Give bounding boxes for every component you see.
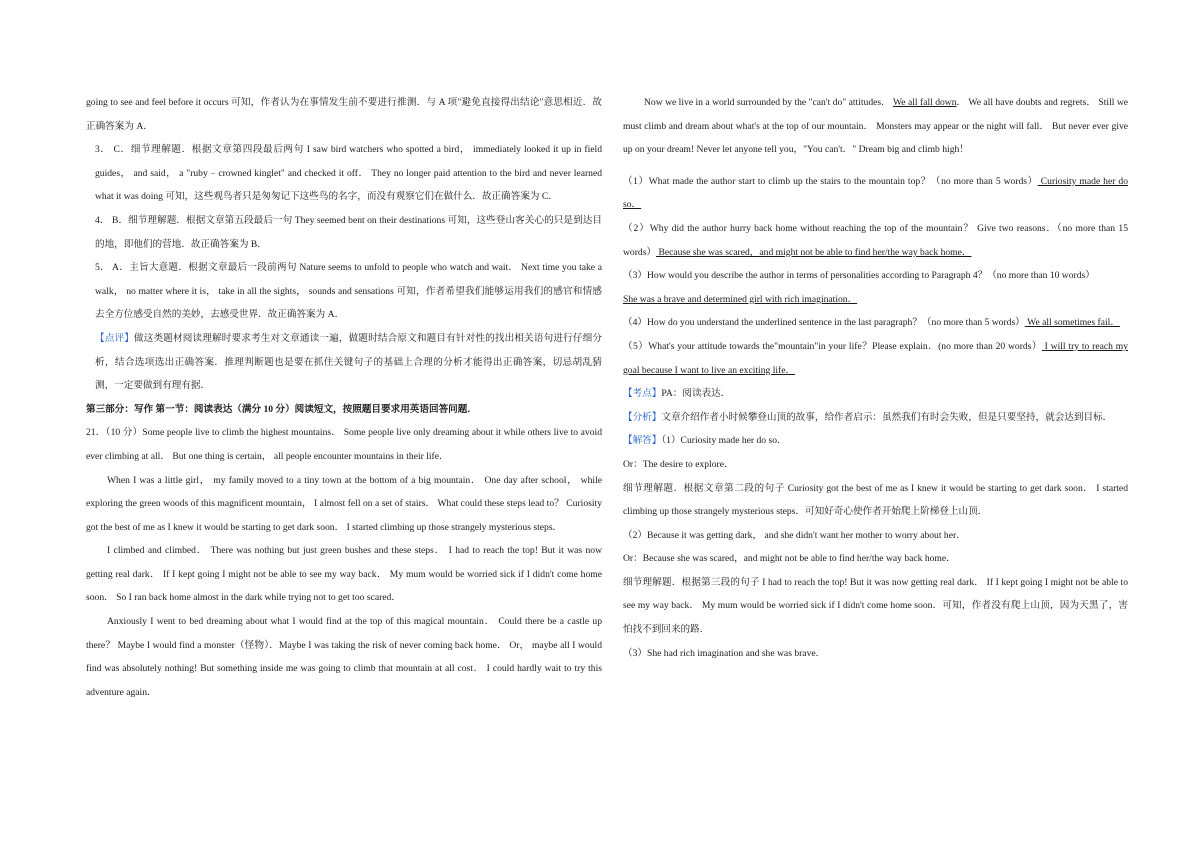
- answer-2-blank: Because she was scared，and might not be able to find her/the way back home．: [656, 246, 972, 258]
- explanation-1: 细节理解题．根据文章第二段的句子 Curiosity got the best of me as I knew it would be starting to get dark soon． I started climbing up those strangely mysterious steps．可知好奇心使作者开始爬上阶梯登上山顶．: [623, 482, 1128, 518]
- alternative-answer-1: Or：The desire to explore．: [623, 458, 734, 470]
- fenxi-block: [623, 406, 1128, 430]
- passage-paragraph-5: [623, 91, 1128, 162]
- kaodian-text: PA：阅读表达．: [661, 388, 731, 400]
- solution-3: （3）She had rich imagination and she was brave．: [623, 647, 826, 659]
- right-column: [623, 91, 1128, 665]
- question-4: [623, 311, 1128, 335]
- comment-tag: 【点评】: [95, 332, 135, 344]
- answer-3-blank: She was a brave and determined girl with rich imagination．: [623, 293, 858, 305]
- passage-paragraph-2: When I was a little girl， my family moved to a tiny town at the bottom of a big mountain． One day after school， while exploring the green woods of this magnificent mountain， I almost fell on a set of stairs． What could these steps lead to？ Curiosity got the best of me as I knew it would be starting to get dark soon． I started climbing up those strangely mysterious steps．: [86, 474, 602, 533]
- underlined-sentence: We all fall down: [893, 97, 957, 108]
- answer-4-blank: We all sometimes fail．: [1024, 317, 1120, 329]
- kaodian-block: [623, 382, 1128, 406]
- fenxi-tag: 【分析】: [623, 411, 662, 423]
- question-5-text: （5）What's your attitude towards the"mountain"in your life？Please explain．(no more than 20 words）: [623, 340, 1042, 352]
- question-1: [623, 170, 1128, 217]
- section-heading: 第三部分：写作 第一节：阅读表达（满分 10 分）阅读短文，按照题目要求用英语回答问题．: [86, 403, 477, 415]
- paragraph-5-start: Now we live in a world surrounded by the "can't do" attitudes．: [644, 97, 894, 108]
- jieda-block: [623, 429, 1128, 453]
- question-3-text: （3）How would you describe the author in terms of personalities according to Paragraph 4？（no more than 10 words）: [623, 270, 1095, 282]
- jieda-text: （1）Curiosity made her do so．: [661, 435, 787, 447]
- explanation-2: 细节理解题．根据第三段的句子 I had to reach the top! But it was now getting real dark． If I kept going I might not be able to see my way back． My mum would be worried sick if I didn't come home soon．可知，作者没有爬上山顶，因为天黑了，害怕找不到回来的路．: [623, 576, 1128, 636]
- answer-5-blank: I will try to reach my goal because I want to live an exciting life．: [623, 340, 1128, 376]
- question-3: [623, 264, 1128, 311]
- kaodian-tag: 【考点】: [623, 388, 662, 400]
- solution-2: （2）Because it was getting dark， and she didn't want her mother to worry about her．: [623, 529, 966, 541]
- passage-paragraph-3: I climbed and climbed． There was nothing but just green bushes and these steps． I had to reach the top! But it was now getting real dark． If I kept going I might not be able to see my way back． My mum would be worried sick if I didn't come home soon． So I ran back home almost in the dark while trying not to get too scared．: [86, 545, 602, 604]
- question-2-text: （2）Why did the author hurry back home without reaching the top of the mountain？ Give two reasons．（no more than 15 words）: [623, 222, 1128, 258]
- question-1-text: （1）What made the author start to climb up the stairs to the mountain top？（no more than 5 words）: [623, 175, 1038, 187]
- answer-5: 5． A．主旨大意题．根据文章最后一段前两句 Nature seems to unfold to people who watch and wait． Next time you take a walk， no matter where it is， take in all the sights， sounds and sensations 可知，作者希望我们能够运用我们的感官和情感去全方位感受自然的美妙，去感受世界．故正确答案为 A．: [95, 262, 602, 321]
- fenxi-text: 文章介绍作者小时候攀登山顶的故事，给作者启示：虽然我们有时会失败，但是只要坚持，就会达到目标．: [661, 411, 1113, 423]
- question-5: [623, 335, 1128, 382]
- answer-3: 3． C．细节理解题．根据文章第四段最后两句 I saw bird watchers who spotted a bird， immediately looked it up in field guides， and said， a "ruby﹣crowned kinglet" and checked it off． They no longer paid attention to the bird and never learned what it was doing 可知，这些观鸟者只是匆匆记下这些鸟的名字，而没有观察它们在做什么．故正确答案为 C．: [95, 144, 602, 203]
- comment-block: [86, 327, 602, 398]
- paragraph-5-end: ． We all have doubts and regrets． Still we must climb and dream about what's at the top of our mountain． Monsters may appear or the night will fall． But never ever give up on your dream! Never let anyone tell you，"You can't．" Dream big and climb high！: [623, 97, 1129, 156]
- jieda-tag: 【解答】: [623, 435, 662, 447]
- comment-text: 做这类题材阅读理解时要求考生对文章通读一遍，做题时结合原文和题目有针对性的找出相关语句进行仔细分析，结合选项选出正确答案．推理判断题也是要在抓住关键句子的基础上合理的分析才能得出正确答案，切忌胡乱猜测，一定要做到有理有据．: [95, 332, 603, 392]
- answer-2-continuation: going to see and feel before it occurs 可知，作者认为在事情发生前不要进行推测．与 A 项"避免直接得出结论"意思相近．故正确答案为 A．: [86, 97, 602, 132]
- question-21-intro: 21．（10 分）Some people live to climb the highest mountains． Some people live only dreaming about it while others live to avoid ever climbing at all． But one thing is certain， all people encounter mountains in their life．: [86, 427, 602, 462]
- answer-1-blank: Curiosity made her do so．: [623, 175, 1128, 211]
- passage-paragraph-4: Anxiously I went to bed dreaming about what I would find at the top of this magical mountain． Could there be a castle up there？ Maybe I would find a monster（怪物）．Maybe I was taking the risk of never coming back home． Or， maybe all I would find was absolutely nothing! But something inside me was going to climb that mountain at all cost． I could hardly wait to try this adventure again．: [86, 616, 602, 698]
- answer-4: 4． B．细节理解题．根据文章第五段最后一句 They seemed bent on their destinations 可知，这些登山客关心的只是到达目的地，即他们的营地．故正确答案为 B．: [95, 214, 602, 250]
- left-column: [86, 91, 602, 704]
- question-2: [623, 217, 1128, 264]
- question-4-text: （4）How do you understand the underlined sentence in the last paragraph？（no more than 5 words）: [623, 317, 1025, 329]
- alternative-answer-2: Or：Because she was scared，and might not be able to find her/the way back home．: [623, 553, 956, 565]
- spacer: [623, 162, 1128, 170]
